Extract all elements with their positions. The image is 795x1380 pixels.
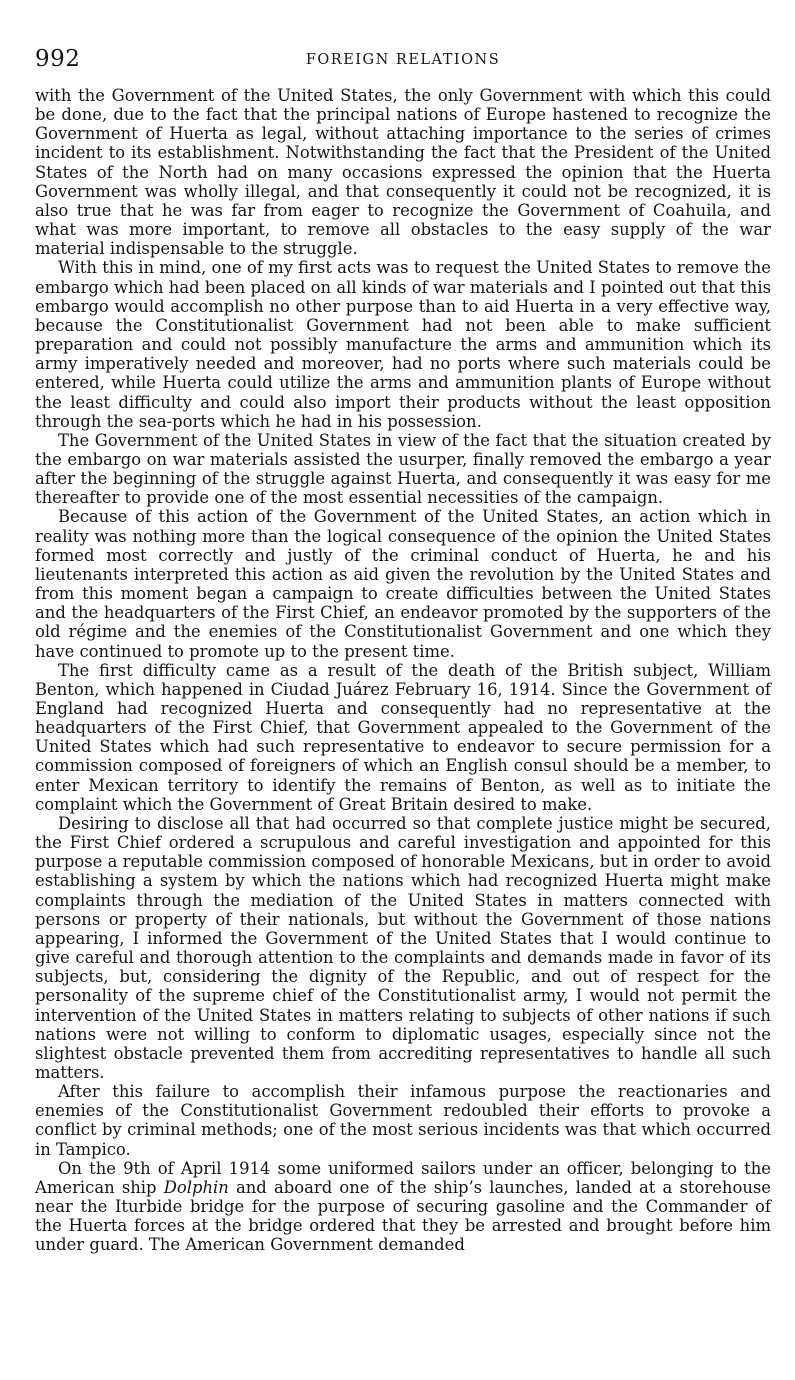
paragraph-8-text-before: On the 9th of April 1914 some uniformed sailors under an officer, belonging to the American ship — [35, 1158, 771, 1197]
paragraph-8-text-after: and aboard one of the ship’s launches, landed at a storehouse near the Iturbide bridge for the purpose of securing gasoline and the Commander of the Huerta forces at the bridge ordered that they be arrested and brought before him under guard. The American Government demanded — [35, 1177, 771, 1255]
document-page — [35, 46, 771, 1255]
body-text — [35, 86, 771, 1255]
paragraph-7: After this failure to accomplish their infamous purpose the reactionaries and enemies of the Constitutionalist Government redoubled their efforts to provoke a conflict by criminal methods; one of the most serious incidents was that which occurred in Tampico. — [35, 1082, 771, 1159]
paragraph-5: The first difficulty came as a result of the death of the British subject, William Benton, which happened in Ciudad Juárez February 16, 1914. Since the Government of England had recognized Huerta and consequently had no representative at the headquarters of the First Chief, that Government appealed to the Government of the United States which had such representative to endeavor to secure permission for a commission composed of foreigners of which an English consul should be a member, to enter Mexican territory to identify the remains of Benton, as well as to initiate the complaint which the Government of Great Britain desired to make. — [35, 660, 771, 814]
page-number: 992 — [35, 46, 81, 72]
paragraph-4: Because of this action of the Government of the United States, an action which in reality was nothing more than the logical consequence of the opinion the United States formed most correctly and justly of the criminal conduct of Huerta, he and his lieutenants interpreted this action as aid given the revolution by the United States and from this moment began a campaign to create difficulties between the United States and the headquarters of the First Chief, an endeavor promoted by the supporters of the old régime and the enemies of the Constitutionalist Government and one which they have continued to promote up to the present time. — [35, 507, 771, 661]
paragraph-3: The Government of the United States in view of the fact that the situation created by the embargo on war materials assisted the usurper, finally removed the embargo a year after the beginning of the struggle against Huerta, and consequently it was easy for me thereafter to provide one of the most essential necessities of the campaign. — [35, 430, 771, 508]
ship-name: Dolphin — [163, 1177, 229, 1197]
paragraph-2: With this in mind, one of my first acts was to request the United States to remove the embargo which had been placed on all kinds of war materials and I pointed out that this embargo would accomplish no other purpose than to aid Huerta in a very effective way, because the Constitutionalist Government had not been able to make sufficient preparation and could not possibly manufacture the arms and ammunition which its army imperatively needed and moreover, had no ports where such materials could be entered, while Huerta could utilize the arms and ammunition plants of Europe without the least difficulty and could also import their products without the least opposition through the sea-ports which he had in his possession. — [35, 258, 771, 431]
page-header — [35, 46, 771, 86]
paragraph-1: with the Government of the United States, the only Government with which this could be done, due to the fact that the principal nations of Europe hastened to recognize the Government of Huerta as legal, without attaching importance to the series of crimes incident to its establishment. Notwithstanding the fact that the President of the United States of the North had on many occasions expressed the opinion that the Huerta Government was wholly illegal, and that consequently it could not be recognized, it is also true that he was far from eager to recognize the Government of Coahuila, and what was more important, to remove all obstacles to the easy supply of the war material indispensable to the struggle. — [35, 86, 771, 259]
paragraph-6: Desiring to disclose all that had occurred so that complete justice might be secured, the First Chief ordered a scrupulous and careful investigation and appointed for this purpose a reputable commission composed of honorable Mexicans, but in order to avoid establishing a system by which the nations which had recognized Huerta might make complaints through the mediation of the United States in matters connected with persons or property of their nationals, but without the Government of those nations appearing, I informed the Government of the United States that I would continue to give careful and thorough attention to the complaints and demands made in favor of its subjects, but, considering the dignity of the Republic, and out of respect for the personality of the supreme chief of the Constitutionalist army, I would not permit the intervention of the United States in matters relating to subjects of other nations if such nations were not willing to conform to diplomatic usages, especially since not the slightest obstacle prevented them from accrediting representatives to handle all such matters. — [35, 813, 771, 1082]
paragraph-8 — [35, 1159, 771, 1255]
running-head: FOREIGN RELATIONS — [305, 52, 501, 68]
